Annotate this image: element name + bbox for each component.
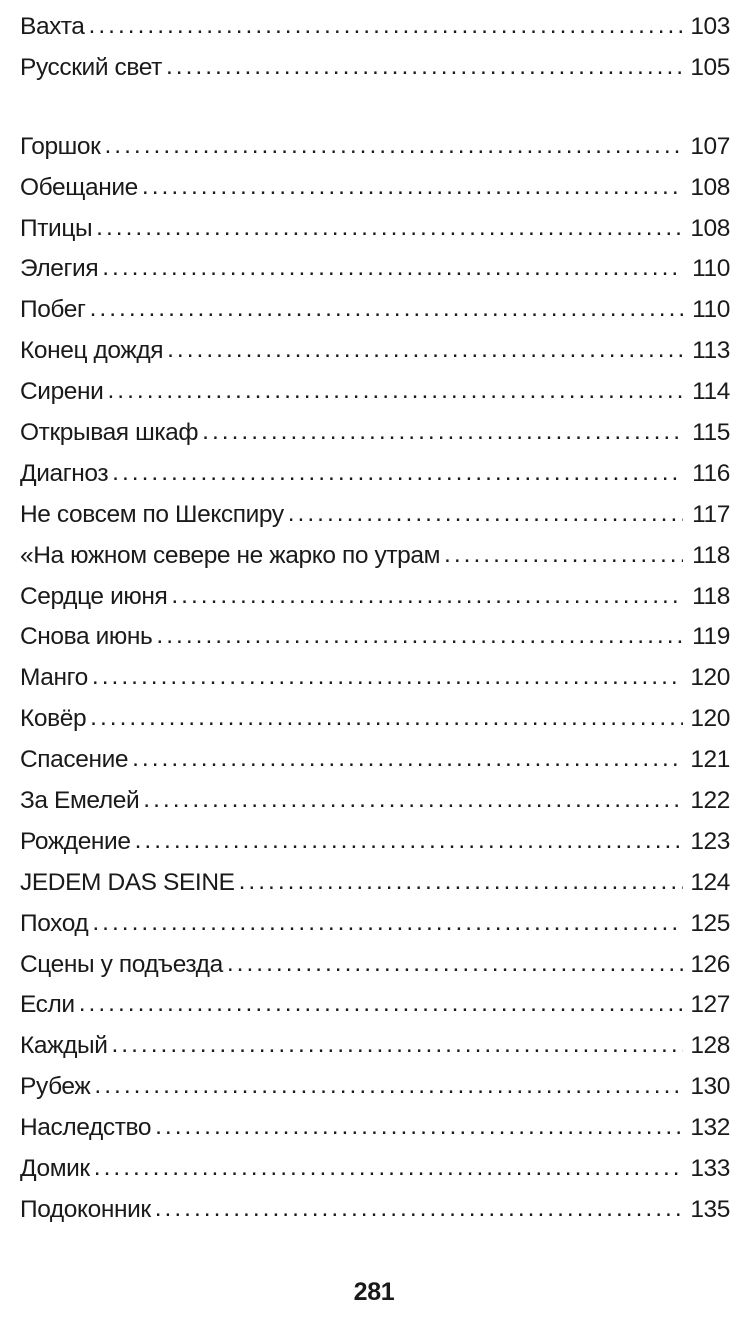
toc-entry	[0, 658, 748, 699]
toc-entry	[0, 1149, 748, 1190]
toc-entry	[0, 7, 748, 48]
toc-entry-page: 116	[692, 459, 730, 487]
toc-leader-dots	[132, 739, 683, 780]
toc-entry-page: 118	[692, 541, 730, 569]
toc-entry	[0, 699, 748, 740]
toc-leader-dots	[142, 167, 683, 208]
toc-entry-title: Русский свет	[20, 53, 162, 81]
toc-entry-title: Открывая шкаф	[20, 419, 199, 447]
toc-entry-title: Элегия	[20, 255, 99, 283]
toc-entry	[0, 209, 748, 250]
toc-leader-dots	[96, 208, 683, 249]
toc-entry-title: Наследство	[20, 1114, 152, 1142]
toc-leader-dots	[94, 1066, 683, 1107]
toc-entry	[0, 617, 748, 658]
toc-entry-title: Птицы	[20, 214, 93, 242]
toc-entry	[0, 945, 748, 986]
toc-leader-dots	[90, 698, 683, 739]
toc-entry-page: 122	[690, 787, 730, 815]
toc-entry-page: 110	[692, 255, 730, 283]
toc-entry-page: 120	[690, 664, 730, 692]
toc-entry-page: 110	[692, 296, 730, 324]
toc-entry	[0, 413, 748, 454]
toc-entry-page: 124	[690, 868, 730, 896]
toc-entry	[0, 48, 748, 89]
toc-leader-dots	[166, 47, 683, 88]
toc-leader-dots	[202, 412, 683, 453]
toc-entry-title: Сердце июня	[20, 582, 168, 610]
toc-entry	[0, 168, 748, 209]
toc-leader-dots	[79, 984, 683, 1025]
toc-leader-dots	[111, 1025, 683, 1066]
toc-entry-title: Вахта	[20, 13, 85, 40]
toc-entry-page: 132	[690, 1114, 730, 1142]
toc-entry-page: 130	[690, 1073, 730, 1101]
toc-leader-dots	[92, 903, 683, 944]
toc-leader-dots	[239, 862, 683, 903]
toc-entry-page: 123	[690, 827, 730, 855]
toc-entry-page: 118	[692, 582, 730, 610]
toc-entry-page: 119	[692, 623, 730, 651]
toc-entry-title: Поход	[20, 909, 89, 937]
toc-leader-dots	[156, 616, 683, 657]
toc-entry	[0, 1108, 748, 1149]
toc-entry-title: Спасение	[20, 746, 129, 774]
toc-entry	[0, 577, 748, 618]
toc-entry	[0, 740, 748, 781]
toc-entry-page: 127	[690, 991, 730, 1019]
toc-entry-title: Диагноз	[20, 459, 109, 487]
toc-entry	[0, 822, 748, 863]
toc-entry-title: Рождение	[20, 827, 131, 855]
toc-entry	[0, 863, 748, 904]
toc-entry-page: 126	[690, 950, 730, 978]
toc-leader-dots	[90, 289, 683, 330]
toc-entry-page: 108	[690, 173, 730, 201]
toc-leader-dots	[112, 453, 683, 494]
toc-entry-title: Горшок	[20, 132, 101, 160]
toc-entry-page: 135	[690, 1195, 730, 1223]
toc-entry	[0, 536, 748, 577]
toc-leader-dots	[227, 944, 683, 985]
toc-entry-page: 105	[690, 53, 730, 81]
toc-entry	[0, 904, 748, 945]
toc-leader-dots	[155, 1107, 683, 1148]
toc-entry	[0, 985, 748, 1026]
toc-entry	[0, 290, 748, 331]
toc-entry-page: 125	[690, 909, 730, 937]
page-number: 281	[353, 1278, 395, 1306]
toc-entry-title: Не совсем по Шекспиру	[20, 500, 284, 528]
toc-entry	[0, 454, 748, 495]
toc-entry-page: 108	[690, 214, 730, 242]
toc-leader-dots	[143, 780, 683, 821]
toc-leader-dots	[288, 494, 683, 535]
toc-entry-title: Если	[20, 991, 75, 1019]
toc-leader-dots	[444, 535, 683, 576]
toc-leader-dots	[135, 821, 683, 862]
toc-entry-page: 128	[690, 1032, 730, 1060]
toc-leader-dots	[89, 6, 683, 47]
toc-leader-dots	[104, 126, 683, 167]
toc-entry-page: 103	[690, 13, 730, 40]
toc-entry	[0, 1067, 748, 1108]
toc-group-1	[0, 0, 748, 89]
toc-entry-title: JEDEM DAS SEINE	[20, 868, 235, 896]
toc-entry-title: Домик	[20, 1155, 90, 1183]
toc-entry-page: 113	[692, 337, 730, 365]
toc-entry	[0, 249, 748, 290]
toc-entry	[0, 1190, 748, 1231]
toc-entry	[0, 331, 748, 372]
toc-entry	[0, 127, 748, 168]
toc-leader-dots	[107, 371, 683, 412]
toc-entry-page: 114	[692, 378, 730, 406]
toc-entry-title: Конец дождя	[20, 337, 164, 365]
toc-entry-page: 107	[690, 132, 730, 160]
toc-entry-title: Каждый	[20, 1032, 108, 1060]
toc-entry-title: Снова июнь	[20, 623, 153, 651]
toc-entry-title: Подоконник	[20, 1195, 151, 1223]
toc-entry-title: Сирени	[20, 378, 104, 406]
toc-group-2	[0, 127, 748, 1231]
toc-entry	[0, 372, 748, 413]
toc-entry-page: 121	[690, 746, 730, 774]
toc-entry-page: 117	[692, 500, 730, 528]
toc-entry-title: Сцены у подъезда	[20, 950, 223, 978]
toc-entry-title: «На южном севере не жарко по утрам	[20, 541, 441, 569]
toc-entry-title: Рубеж	[20, 1073, 91, 1101]
toc-leader-dots	[171, 576, 683, 617]
toc-entry-page: 133	[690, 1155, 730, 1183]
toc-entry-page: 120	[690, 705, 730, 733]
toc-leader-dots	[94, 1148, 683, 1189]
toc-entry-title: Ковёр	[20, 705, 87, 733]
toc-leader-dots	[167, 330, 683, 371]
toc-entry-title: Побег	[20, 296, 86, 324]
toc-leader-dots	[155, 1189, 683, 1230]
toc-entry	[0, 495, 748, 536]
toc-entry	[0, 781, 748, 822]
toc-entry	[0, 1026, 748, 1067]
toc-entry-page: 115	[692, 419, 730, 447]
toc-entry-title: Обещание	[20, 173, 138, 201]
toc-entry-title: За Емелей	[20, 787, 140, 815]
toc-leader-dots	[92, 657, 683, 698]
toc-leader-dots	[102, 248, 683, 289]
toc-entry-title: Манго	[20, 664, 88, 692]
